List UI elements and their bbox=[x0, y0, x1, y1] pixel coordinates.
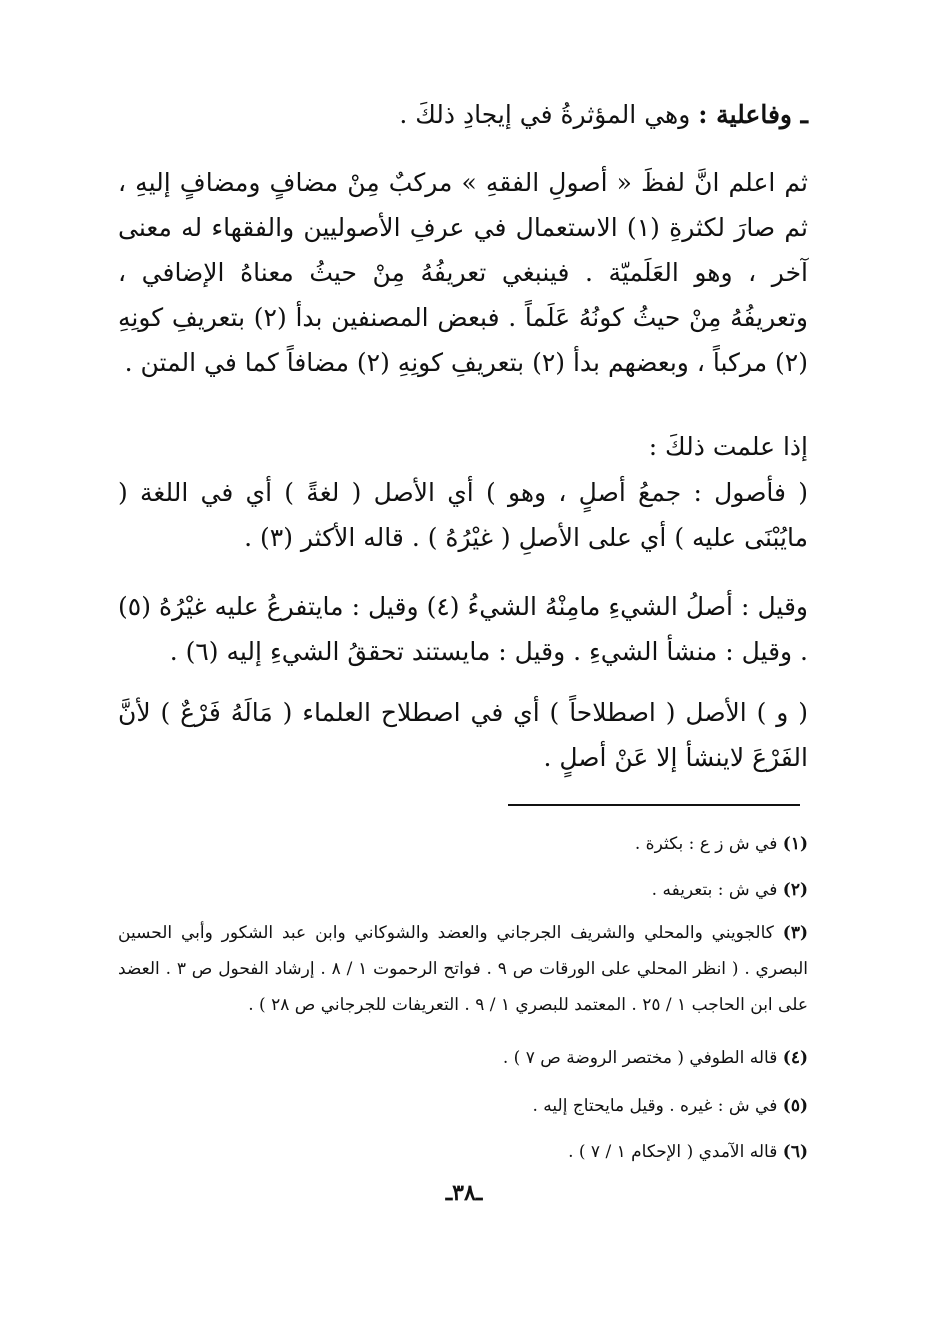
footnote-number: (٦) bbox=[782, 1142, 808, 1162]
footnote-divider bbox=[508, 804, 800, 806]
paragraph-idha-alimta bbox=[118, 424, 808, 469]
paragraph-text: ثم اعلم انَّ لفظَ « أصولِ الفقهِ » مركبٌ مِنْ مضافٍ ومضافٍ إليهِ ، ثم صارَ لكثرةِ (١) الاستعمال في عرفِ الأصوليين والفقهاء له معنى آخر ، وهو العَلَميّة . فينبغي تعريفُهُ مِنْ حيثُ معناهُ الإضافي ، وتعريفُهُ مِنْ حيثُ كونُهُ عَلَماً . فبعض المصنفين بدأ (٢) بتعريفِ كونِهِ (٢) مركباً ، وبعضهم بدأ (٢) بتعريفِ كونِهِ (٢) مضافاً كما في المتن . bbox=[118, 168, 809, 377]
footnote-6 bbox=[118, 1134, 808, 1170]
term-faailiyya: ـ وفاعلية : bbox=[698, 100, 808, 129]
paragraph-istilahan bbox=[118, 690, 808, 780]
footnote-text: قاله الآمدي ( الإحكام ١ / ٧ ) . bbox=[568, 1142, 778, 1162]
paragraph-wa-qila bbox=[118, 584, 808, 674]
footnote-3 bbox=[118, 915, 808, 1023]
page-number: ـ٣٨ـ bbox=[445, 1180, 483, 1206]
footnote-text: في ش : غيره . وقيل مايحتاج إليه . bbox=[532, 1096, 778, 1116]
paragraph-faailiyya bbox=[118, 92, 808, 137]
paragraph-text: ( و ) الأصل ( اصطلاحاً ) أي في اصطلاح العلماء ( مَالَهُ فَرْعٌ ) لأنَّ الفَرْعَ لاينشأ إلا عَنْ أصلٍ . bbox=[118, 698, 808, 772]
footnote-number: (١) bbox=[782, 834, 808, 854]
footnote-1 bbox=[118, 826, 808, 862]
footnote-2 bbox=[118, 872, 808, 908]
footnote-text: في ش ز ع : بكثرة . bbox=[634, 834, 778, 854]
footnote-number: (٢) bbox=[782, 880, 808, 900]
paragraph-text: ( فأصول : جمعُ أصلٍ ، وهو ) أي الأصل ( لغةً ) أي في اللغة ( مايُبْنَى عليه ) أي على الأصلِ ( غيْرُهُ ) . قاله الأكثر (٣) . bbox=[118, 478, 808, 552]
paragraph-usul-lughatan bbox=[118, 470, 808, 560]
footnote-4 bbox=[118, 1040, 808, 1076]
paragraph-text: إذا علمت ذلكَ : bbox=[648, 432, 808, 461]
footnote-number: (٣) bbox=[782, 923, 808, 943]
footnote-number: (٥) bbox=[782, 1096, 808, 1116]
term-definition: وهي المؤثرةُ في إيجادِ ذلكَ . bbox=[399, 100, 691, 129]
paragraph-usul-al-fiqh bbox=[118, 160, 808, 385]
footnote-text: قاله الطوفي ( مختصر الروضة ص ٧ ) . bbox=[502, 1048, 778, 1068]
footnote-5 bbox=[118, 1088, 808, 1124]
footnote-text: كالجويني والمحلي والشريف الجرجاني والعضد والشوكاني وابن عبد الشكور وأبي الحسين البصري . ( انظر المحلي على الورقات ص ٩ . فواتح الرحموت ١ / ٨ . إرشاد الفحول ص ٣ . العضد على ابن الحاجب ١ / ٢٥ . المعتمد للبصري ١ / ٩ . التعريفات للجرجاني ص ٢٨ ) . bbox=[118, 923, 809, 1015]
footnote-text: في ش : بتعريفه . bbox=[651, 880, 778, 900]
footnote-number: (٤) bbox=[782, 1048, 808, 1068]
paragraph-text: وقيل : أصلُ الشيءِ مامِنْهُ الشيءُ (٤) وقيل : مايتفرعُ عليه غيْرُهُ (٥) . وقيل : منشأ الشيءِ . وقيل : مايستند تحققُ الشيءِ إليه (٦) . bbox=[118, 592, 808, 666]
